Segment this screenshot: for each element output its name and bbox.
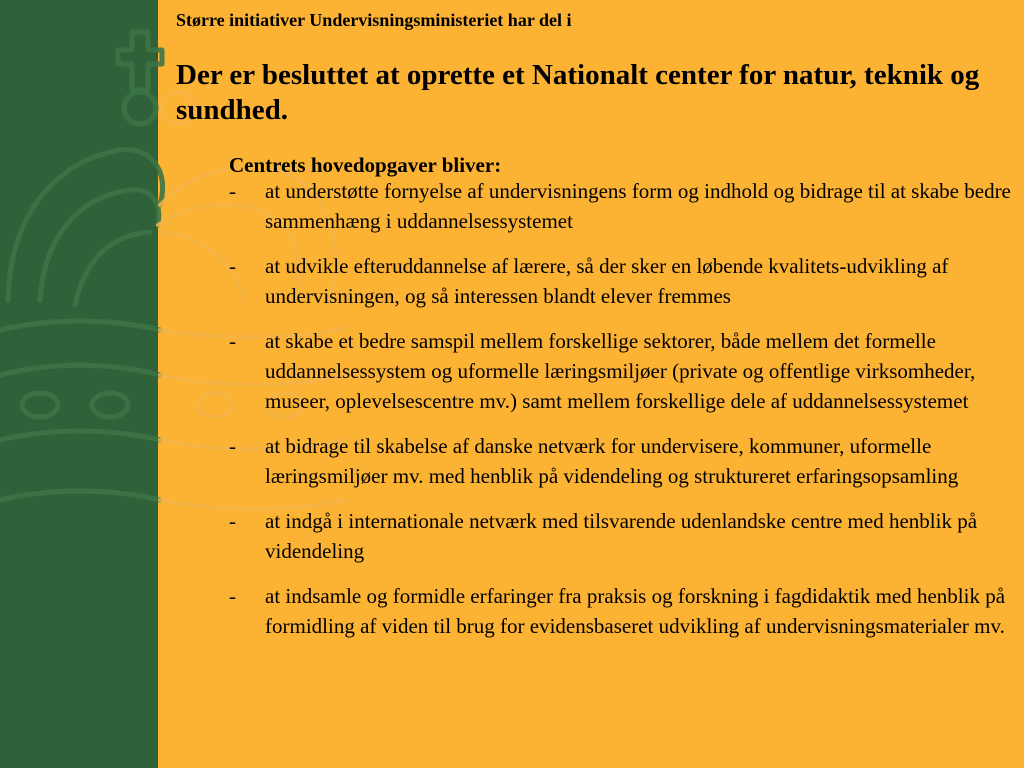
bullet-item <box>229 326 1019 416</box>
slide-content <box>229 152 1019 656</box>
bullet-text: at bidrage til skabelse af danske netværk for undervisere, kommuner, uformelle læringsmiljøer mv. med henblik på videndeling og struktureret erfaringsopsamling <box>265 434 959 488</box>
bullet-marker: - <box>229 434 236 458</box>
bullet-text: at indgå i internationale netværk med tilsvarende udenlandske centre med henblik på videndeling <box>265 509 978 563</box>
subheading: Centrets hovedopgaver bliver: <box>229 153 502 177</box>
bullet-text: at understøtte fornyelse af undervisningens form og indhold og bidrage til at skabe bedre sammenhæng i uddannelsessystemet <box>265 179 1011 233</box>
bullet-marker: - <box>229 329 236 353</box>
bullet-item <box>229 581 1019 641</box>
bullet-list <box>229 176 1019 641</box>
bullet-text: at indsamle og formidle erfaringer fra praksis og forskning i fagdidaktik med henblik på formidling af viden til brug for evidensbaseret udvikling af undervisningsmaterialer mv. <box>265 584 1006 638</box>
slide-header: Større initiativer Undervisningsministeriet har del i <box>176 10 572 30</box>
bullet-item <box>229 506 1019 566</box>
bullet-item <box>229 251 1019 311</box>
bullet-text: at skabe et bedre samspil mellem forskellige sektorer, både mellem det formelle uddannelsessystem og uformelle læringsmiljøer (private og offentlige virksomheder, museer, oplevelsescentre mv.) samt mellem forskellige dele af uddannelsessystemet <box>265 329 976 413</box>
bullet-marker: - <box>229 584 236 608</box>
bullet-marker: - <box>229 254 236 278</box>
bullet-item <box>229 431 1019 491</box>
bullet-item <box>229 176 1019 236</box>
bullet-text: at udvikle efteruddannelse af lærere, så der sker en løbende kvalitets-udvikling af undervisningen, og så interessen blandt elever fremmes <box>265 254 949 308</box>
bullet-marker: - <box>229 509 236 533</box>
slide-title: Der er besluttet at oprette et Nationalt center for natur, teknik og sundhed. <box>176 59 980 126</box>
bullet-marker: - <box>229 179 236 203</box>
